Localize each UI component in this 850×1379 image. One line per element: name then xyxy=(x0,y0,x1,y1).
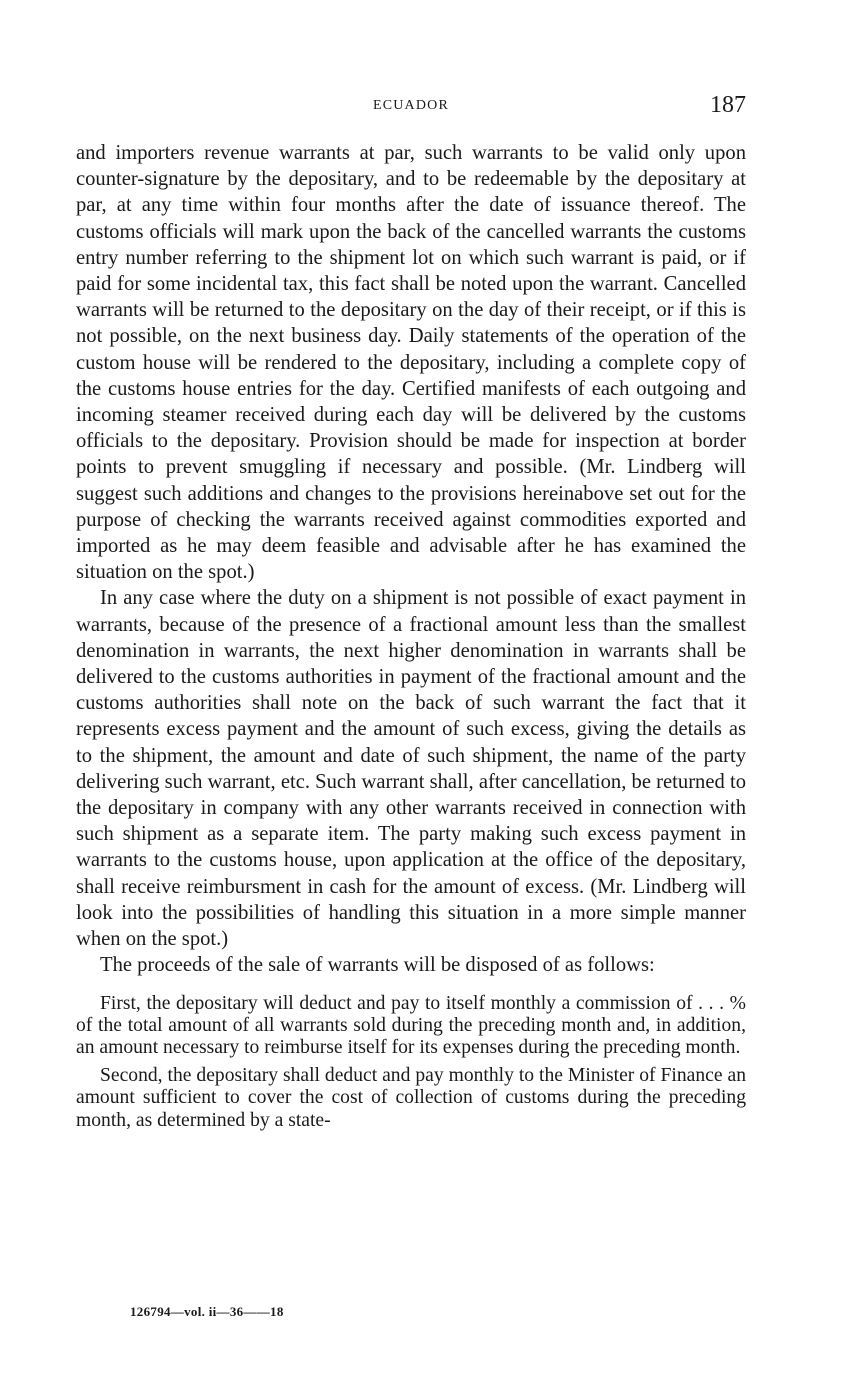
paragraph-proceeds: The proceeds of the sale of warrants will be disposed of as follows: xyxy=(100,954,655,977)
paragraph-fractional-payment: In any case where the duty on a shipment is not possible of exact payment in warrants, because of the presence of a fractional amount less than the smallest denomination in warrants, the next higher denomination in warrants shall be delivered to the customs authorities in payment of the fractional amount and the customs authorities shall note on the back of such warrant the fact that it represents excess payment and the amount of such excess, giving the details as to the shipment, the amount and date of such shipment, the name of the party delivering such warrant, etc. Such warrant shall, after cancellation, be returned to the depositary in company with any other warrants received in connection with such shipment as a separate item. The party making such excess payment in warrants to the customs house, upon application at the office of the depositary, shall receive reimbursment in cash for the amount of excess. (Mr. Lindberg will look into the possibilities of handling this situation in a more simple manner when on the spot.) xyxy=(76,587,746,951)
paragraph-first: First, the depositary will deduct and pay to itself monthly a commission of . . . % of the total amount of all warrants sold during the preceding month and, in addition, an amount necessary to reimburse itself for its expenses during the preceding month. xyxy=(76,992,746,1058)
paragraph-second: Second, the depositary shall deduct and pay monthly to the Minister of Finance an amount sufficient to cover the cost of collection of customs during the preceding month, as determined by a state- xyxy=(76,1065,746,1131)
running-head: ECUADOR xyxy=(372,98,450,113)
printer-signature: 126794—vol. ii—36——18 xyxy=(130,1304,284,1319)
page-number: 187 xyxy=(710,92,746,118)
page-header xyxy=(76,92,746,122)
disposition-list xyxy=(76,993,746,1132)
body-text xyxy=(76,140,746,979)
paragraph-continued: and importers revenue warrants at par, such warrants to be valid only upon counter-signature by the depositary, and to be redeemable by the depositary at par, at any time within four months after the date of issuance thereof. The customs officials will mark upon the back of the cancelled warrants the customs entry number referring to the shipment lot on which such warrant is paid, or if paid for some incidental tax, this fact shall be noted upon the warrant. Cancelled warrants will be returned to the depositary on the day of their receipt, or if this is not possible, on the next business day. Daily statements of the operation of the custom house will be rendered to the depositary, including a complete copy of the customs house entries for the day. Certified manifests of each outgoing and incoming steamer received during each day will be delivered by the customs officials to the depositary. Provision should be made for inspection at border points to prevent smuggling if necessary and possible. (Mr. Lindberg will suggest such additions and changes to the provisions hereinabove set out for the purpose of checking the warrants received against commodities exported and imported as he may deem feasible and advisable after he has examined the situation on the spot.) xyxy=(76,142,746,584)
document-page xyxy=(76,92,746,1138)
